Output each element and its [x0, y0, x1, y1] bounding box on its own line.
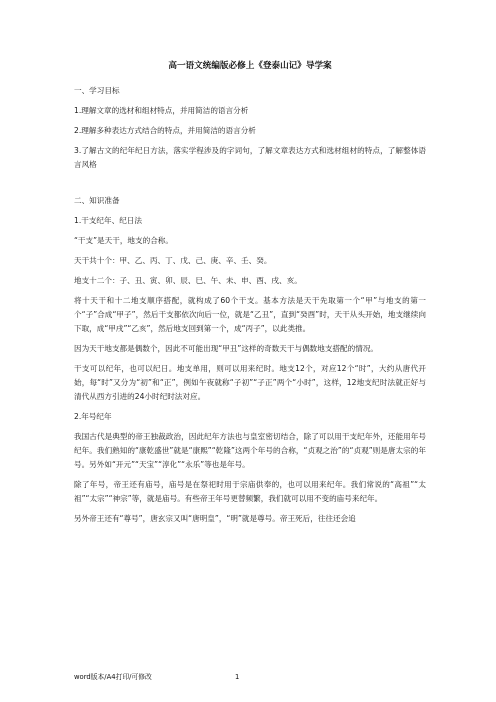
body-paragraph: 干支可以纪年，也可以纪日。地支单用，则可以用来纪时。地支12个，对应12个“时”，大约从唐代开始，每“时”又分为“初”和“正”，例如午夜就称“子初”“子正”两个“小时”，这样，12地支纪时法就正好与清代从西方引进的24小时纪时法对应。: [74, 364, 426, 401]
objective-item-3: 3.了解古文的纪年纪日方法，落实学程涉及的字词句，了解文章表达方式和选材组材的特点，了解整体语言风格: [74, 146, 426, 169]
body-paragraph: 我国古代是典型的帝王独裁政治，因此纪年方法也与皇室密切结合，除了可以用干支纪年外，还能用年号纪年。我们熟知的“康乾盛世”就是“康熙”“乾隆”这两个年号的合称，“贞观之治”的“贞观”则是唐太宗的年号。另外如“开元”“天宝”“淳化”“永乐”等也是年号。: [74, 432, 426, 469]
section-heading-knowledge: 二、知识准备: [74, 196, 120, 205]
body-paragraph: “干支”是天干，地支的合称。: [74, 236, 173, 245]
body-paragraph: 因为天干地支都是偶数个，因此不可能出现“甲丑”这样的奇数天干与偶数地支搭配的情况。: [74, 344, 379, 353]
footer-note: word版本/A4打印/可修改: [74, 673, 152, 681]
subheading-ganzhi: 1.干支纪年、纪日法: [74, 216, 142, 225]
objective-item-2: 2.理解多种表达方式结合的特点，并用简洁的语言分析: [74, 126, 256, 135]
body-paragraph: 除了年号，帝王还有庙号，庙号是在祭祀时用于宗庙供奉的，也可以用来纪年。我们常说的“高祖”“太祖”“太宗”“神宗”等，就是庙号。有些帝王年号更替频繁，我们就可以用不变的庙号来纪年。: [74, 480, 426, 503]
subheading-nianhao: 2.年号纪年: [74, 412, 112, 421]
body-paragraph: 天干共十个：甲、乙、丙、丁、戊、己、庚、辛、壬、癸。: [74, 256, 272, 265]
section-heading-objectives: 一、学习目标: [74, 86, 120, 95]
document-title: 高一语文统编版必修上《登泰山记》导学案: [168, 61, 332, 71]
body-paragraph: 地支十二个：子、丑、寅、卯、辰、巳、午、未、申、酉、戌、亥。: [74, 276, 302, 285]
document-page: [74, 60, 426, 532]
objective-item-1: 1.理解文章的选材和组材特点，并用简洁的语言分析: [74, 106, 249, 115]
body-paragraph: 将十天干和十二地支顺序搭配，就构成了60个干支。基本方法是天干先取第一个“甲”与地支的第一个“子”合成“甲子”，然后干支都依次向后一位，就是“乙丑”，直到“癸酉”时，天干从头开始，地支继续向下取，成“甲戌”“乙亥”，然后地支回到第一个，成“丙子”，以此类推。: [74, 296, 426, 333]
page-number: 1: [235, 673, 240, 681]
body-paragraph: 另外帝王还有“尊号”，唐玄宗又叫“唐明皇”，“明”就是尊号。帝王死后，往往还会追: [74, 514, 356, 523]
